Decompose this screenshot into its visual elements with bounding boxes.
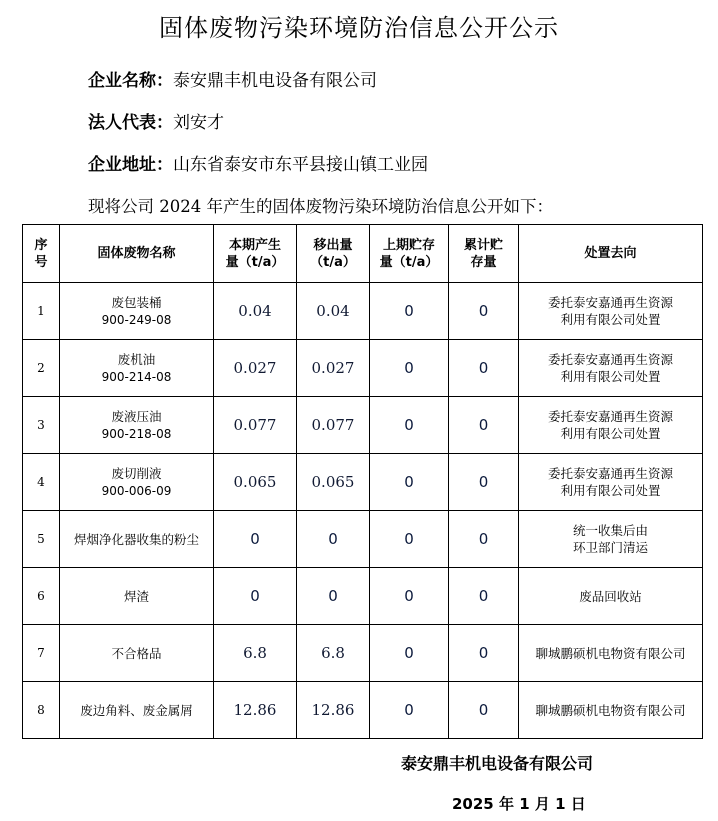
cell-produced: 0 [214,511,297,568]
cell-produced: 0.04 [214,283,297,340]
header-disposal: 处置去向 [519,225,703,283]
cell-prev-stock: 0 [370,397,449,454]
cell-waste-name: 废边角料、废金属屑 [60,682,214,739]
cell-prev-stock: 0 [370,682,449,739]
cell-seq: 6 [23,568,60,625]
cell-prev-stock: 0 [370,283,449,340]
address-value: 山东省泰安市东平县接山镇工业园 [173,155,428,175]
cell-moved: 0.065 [297,454,370,511]
cell-prev-stock: 0 [370,340,449,397]
footer-date: 2025 年 1 月 1 日 [452,795,586,813]
cell-produced: 0.077 [214,397,297,454]
cell-moved: 0.04 [297,283,370,340]
cell-disposal: 废品回收站 [519,568,703,625]
cell-seq: 2 [23,340,60,397]
cell-cum-stock: 0 [449,340,519,397]
table-row [23,397,703,454]
cell-waste-name: 焊渣 [60,568,214,625]
table-row [23,340,703,397]
cell-produced: 0.065 [214,454,297,511]
cell-disposal: 聊城鹏硕机电物资有限公司 [519,625,703,682]
cell-disposal: 委托泰安嘉通再生资源 利用有限公司处置 [519,283,703,340]
header-prev-stock: 上期贮存 量（t/a） [370,225,449,283]
cell-moved: 0 [297,511,370,568]
cell-cum-stock: 0 [449,625,519,682]
table-row [23,568,703,625]
cell-seq: 4 [23,454,60,511]
cell-seq: 5 [23,511,60,568]
table-row [23,682,703,739]
cell-moved: 0.077 [297,397,370,454]
header-seq: 序 号 [23,225,60,283]
legal-rep-label: 法人代表： [88,113,173,133]
header-produced: 本期产生 量（t/a） [214,225,297,283]
cell-moved: 12.86 [297,682,370,739]
address-label: 企业地址： [88,155,173,175]
table-row [23,454,703,511]
cell-seq: 3 [23,397,60,454]
footer-company: 泰安鼎丰机电设备有限公司 [401,754,594,773]
cell-waste-name: 不合格品 [60,625,214,682]
cell-moved: 0.027 [297,340,370,397]
legal-rep-value: 刘安才 [173,113,224,133]
cell-cum-stock: 0 [449,682,519,739]
cell-produced: 0 [214,568,297,625]
cell-produced: 6.8 [214,625,297,682]
intro-text: 现将公司 2024 年产生的固体废物污染环境防治信息公开如下： [88,197,553,216]
cell-disposal: 委托泰安嘉通再生资源 利用有限公司处置 [519,397,703,454]
cell-waste-name: 废包装桶 900-249-08 [60,283,214,340]
cell-seq: 7 [23,625,60,682]
cell-produced: 12.86 [214,682,297,739]
cell-moved: 6.8 [297,625,370,682]
cell-prev-stock: 0 [370,454,449,511]
cell-cum-stock: 0 [449,283,519,340]
cell-seq: 1 [23,283,60,340]
table-row [23,625,703,682]
header-cum-stock: 累计贮 存量 [449,225,519,283]
cell-disposal: 统一收集后由 环卫部门清运 [519,511,703,568]
cell-produced: 0.027 [214,340,297,397]
cell-cum-stock: 0 [449,568,519,625]
legal-rep-line [88,108,224,133]
cell-disposal: 聊城鹏硕机电物资有限公司 [519,682,703,739]
cell-waste-name: 焊烟净化器收集的粉尘 [60,511,214,568]
cell-prev-stock: 0 [370,625,449,682]
address-line [88,150,428,175]
cell-seq: 8 [23,682,60,739]
cell-cum-stock: 0 [449,454,519,511]
cell-cum-stock: 0 [449,511,519,568]
table-header-row [23,225,703,283]
cell-waste-name: 废液压油 900-218-08 [60,397,214,454]
header-moved: 移出量 （t/a） [297,225,370,283]
cell-disposal: 委托泰安嘉通再生资源 利用有限公司处置 [519,340,703,397]
cell-prev-stock: 0 [370,511,449,568]
waste-table [22,224,703,739]
cell-waste-name: 废机油 900-214-08 [60,340,214,397]
company-name-value: 泰安鼎丰机电设备有限公司 [173,71,377,91]
cell-moved: 0 [297,568,370,625]
company-name-label: 企业名称： [88,71,173,91]
company-name-line [88,66,377,91]
cell-prev-stock: 0 [370,568,449,625]
table-row [23,511,703,568]
header-name: 固体废物名称 [60,225,214,283]
cell-waste-name: 废切削液 900-006-09 [60,454,214,511]
table-row [23,283,703,340]
cell-cum-stock: 0 [449,397,519,454]
page-title: 固体废物污染环境防治信息公开公示 [159,14,559,42]
cell-disposal: 委托泰安嘉通再生资源 利用有限公司处置 [519,454,703,511]
